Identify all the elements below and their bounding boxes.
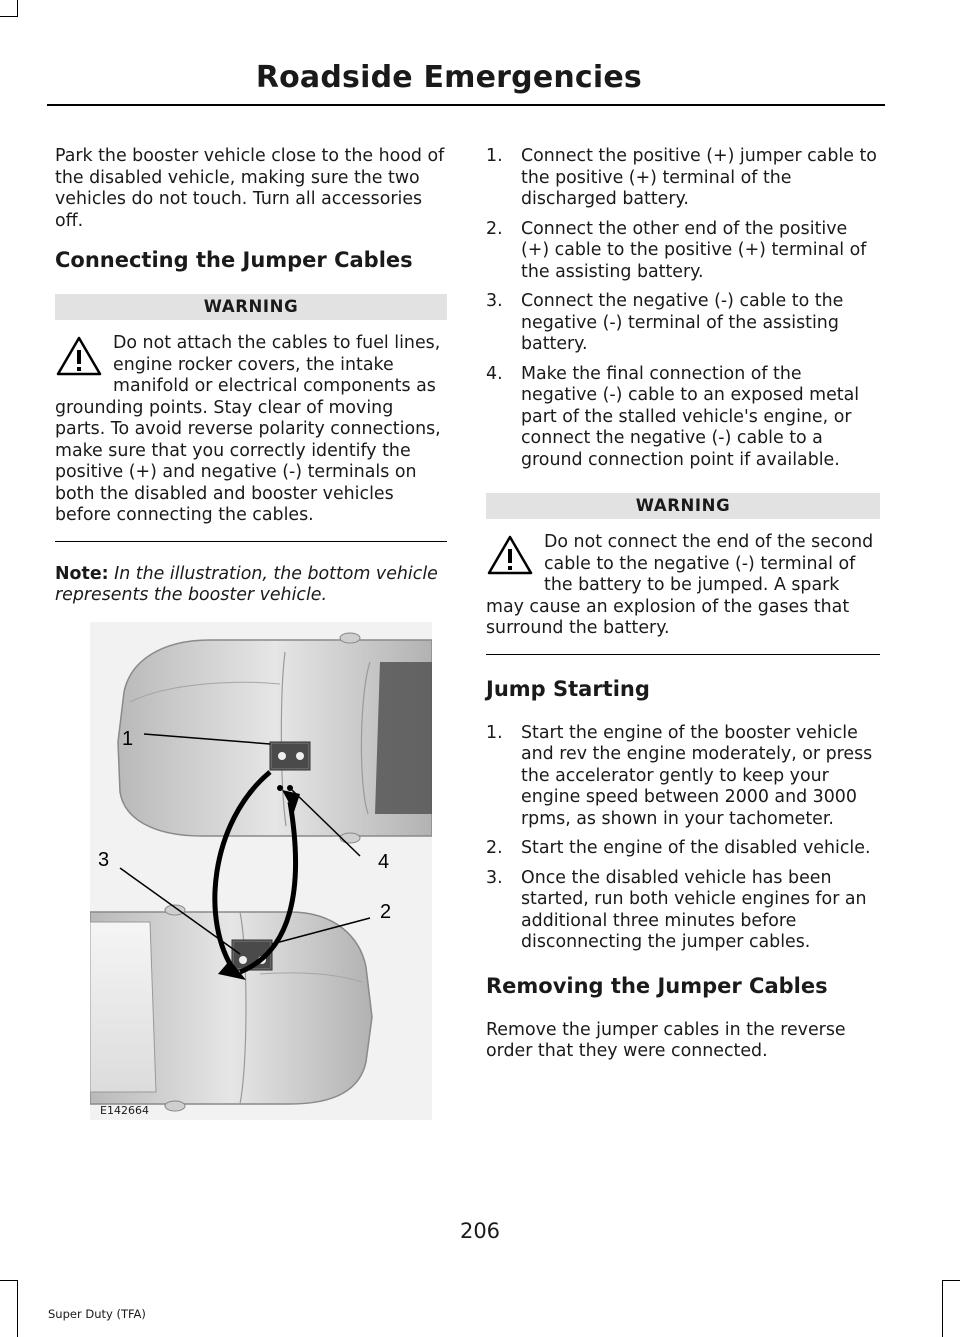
warning-header: WARNING — [486, 493, 880, 519]
section-heading-jump: Jump Starting — [486, 676, 650, 701]
note-label: Note: — [55, 563, 109, 584]
jump-steps-list — [486, 723, 880, 954]
note-paragraph — [55, 564, 447, 607]
callout-3: 3 — [98, 849, 110, 871]
callout-1: 1 — [122, 728, 134, 750]
callout-2: 2 — [380, 901, 392, 923]
booster-vehicle — [90, 905, 372, 1111]
warning-triangle-icon — [486, 534, 534, 576]
warning-text: Do not connect the end of the second cable to the negative (-) terminal of the battery to be jumped. A spark may cause an explosion of the gases that surround the battery. — [486, 532, 874, 638]
connect-steps-list — [486, 146, 880, 471]
right-column — [486, 146, 880, 1063]
warning-text: Do not attach the cables to fuel lines, engine rocker covers, the intake manifold or electrical components as grounding points. Stay clear of moving parts. To avoid reverse polarity connections, make sure that you correctly identify the positive (+) and negative (-) terminals on both the disabled and booster vehicles before connecting the cables. — [55, 333, 441, 525]
crop-mark — [0, 1280, 18, 1281]
warning-block — [55, 333, 447, 542]
warning-triangle-icon — [55, 335, 103, 377]
crop-mark — [942, 1280, 943, 1337]
header-divider — [47, 104, 885, 106]
list-item: 2. Start the engine of the disabled vehicle. — [486, 838, 871, 858]
warning-block — [486, 532, 880, 655]
section-heading-connecting: Connecting the Jumper Cables — [55, 248, 413, 272]
list-item: 1. Connect the positive (+) jumper cable to the positive (+) terminal of the discharged battery. — [486, 146, 877, 209]
list-item: 3. Once the disabled vehicle has been started, run both vehicle engines for an additional three minutes before disconnecting the jumper cables. — [486, 867, 867, 952]
disabled-vehicle — [118, 633, 432, 843]
crop-mark — [17, 1280, 18, 1337]
left-column — [55, 146, 447, 607]
list-item: 4. Make the final connection of the negative (-) cable to an exposed metal part of the stalled vehicle's engine, or connect the negative (-) cable to a ground connection point if available. — [486, 363, 860, 470]
figure-code: E142664 — [100, 1104, 149, 1117]
warning-divider — [486, 654, 880, 655]
list-item: 2. Connect the other end of the positive (+) cable to the positive (+) terminal of the assisting battery. — [486, 218, 867, 282]
section-heading-removing: Removing the Jumper Cables — [486, 973, 828, 998]
note-text: In the illustration, the bottom vehicle represents the booster vehicle. — [55, 563, 438, 605]
crop-mark — [17, 0, 18, 17]
crop-mark — [0, 16, 18, 17]
warning-divider — [55, 541, 447, 542]
intro-paragraph: Park the booster vehicle close to the hood of the disabled vehicle, making sure the two vehicles do not touch. Turn all accessories off. — [55, 146, 445, 231]
page-number: 206 — [459, 1219, 501, 1243]
warning-header: WARNING — [55, 294, 447, 320]
list-item: 1. Start the engine of the booster vehicle and rev the engine moderately, or press the accelerator gently to keep your engine speed between 2000 and 3000 rpms, as shown in your tachometer. — [486, 722, 873, 829]
page-title: Roadside Emergencies — [255, 60, 642, 95]
list-item: 3. Connect the negative (-) cable to the negative (-) terminal of the assisting battery. — [486, 291, 844, 354]
callout-4: 4 — [378, 851, 390, 873]
jumper-cable-illustration — [90, 622, 432, 1120]
remove-paragraph: Remove the jumper cables in the reverse order that they were connected. — [486, 1019, 846, 1061]
crop-mark — [942, 1280, 960, 1281]
footer-book-title: Super Duty (TFA) — [48, 1307, 146, 1321]
